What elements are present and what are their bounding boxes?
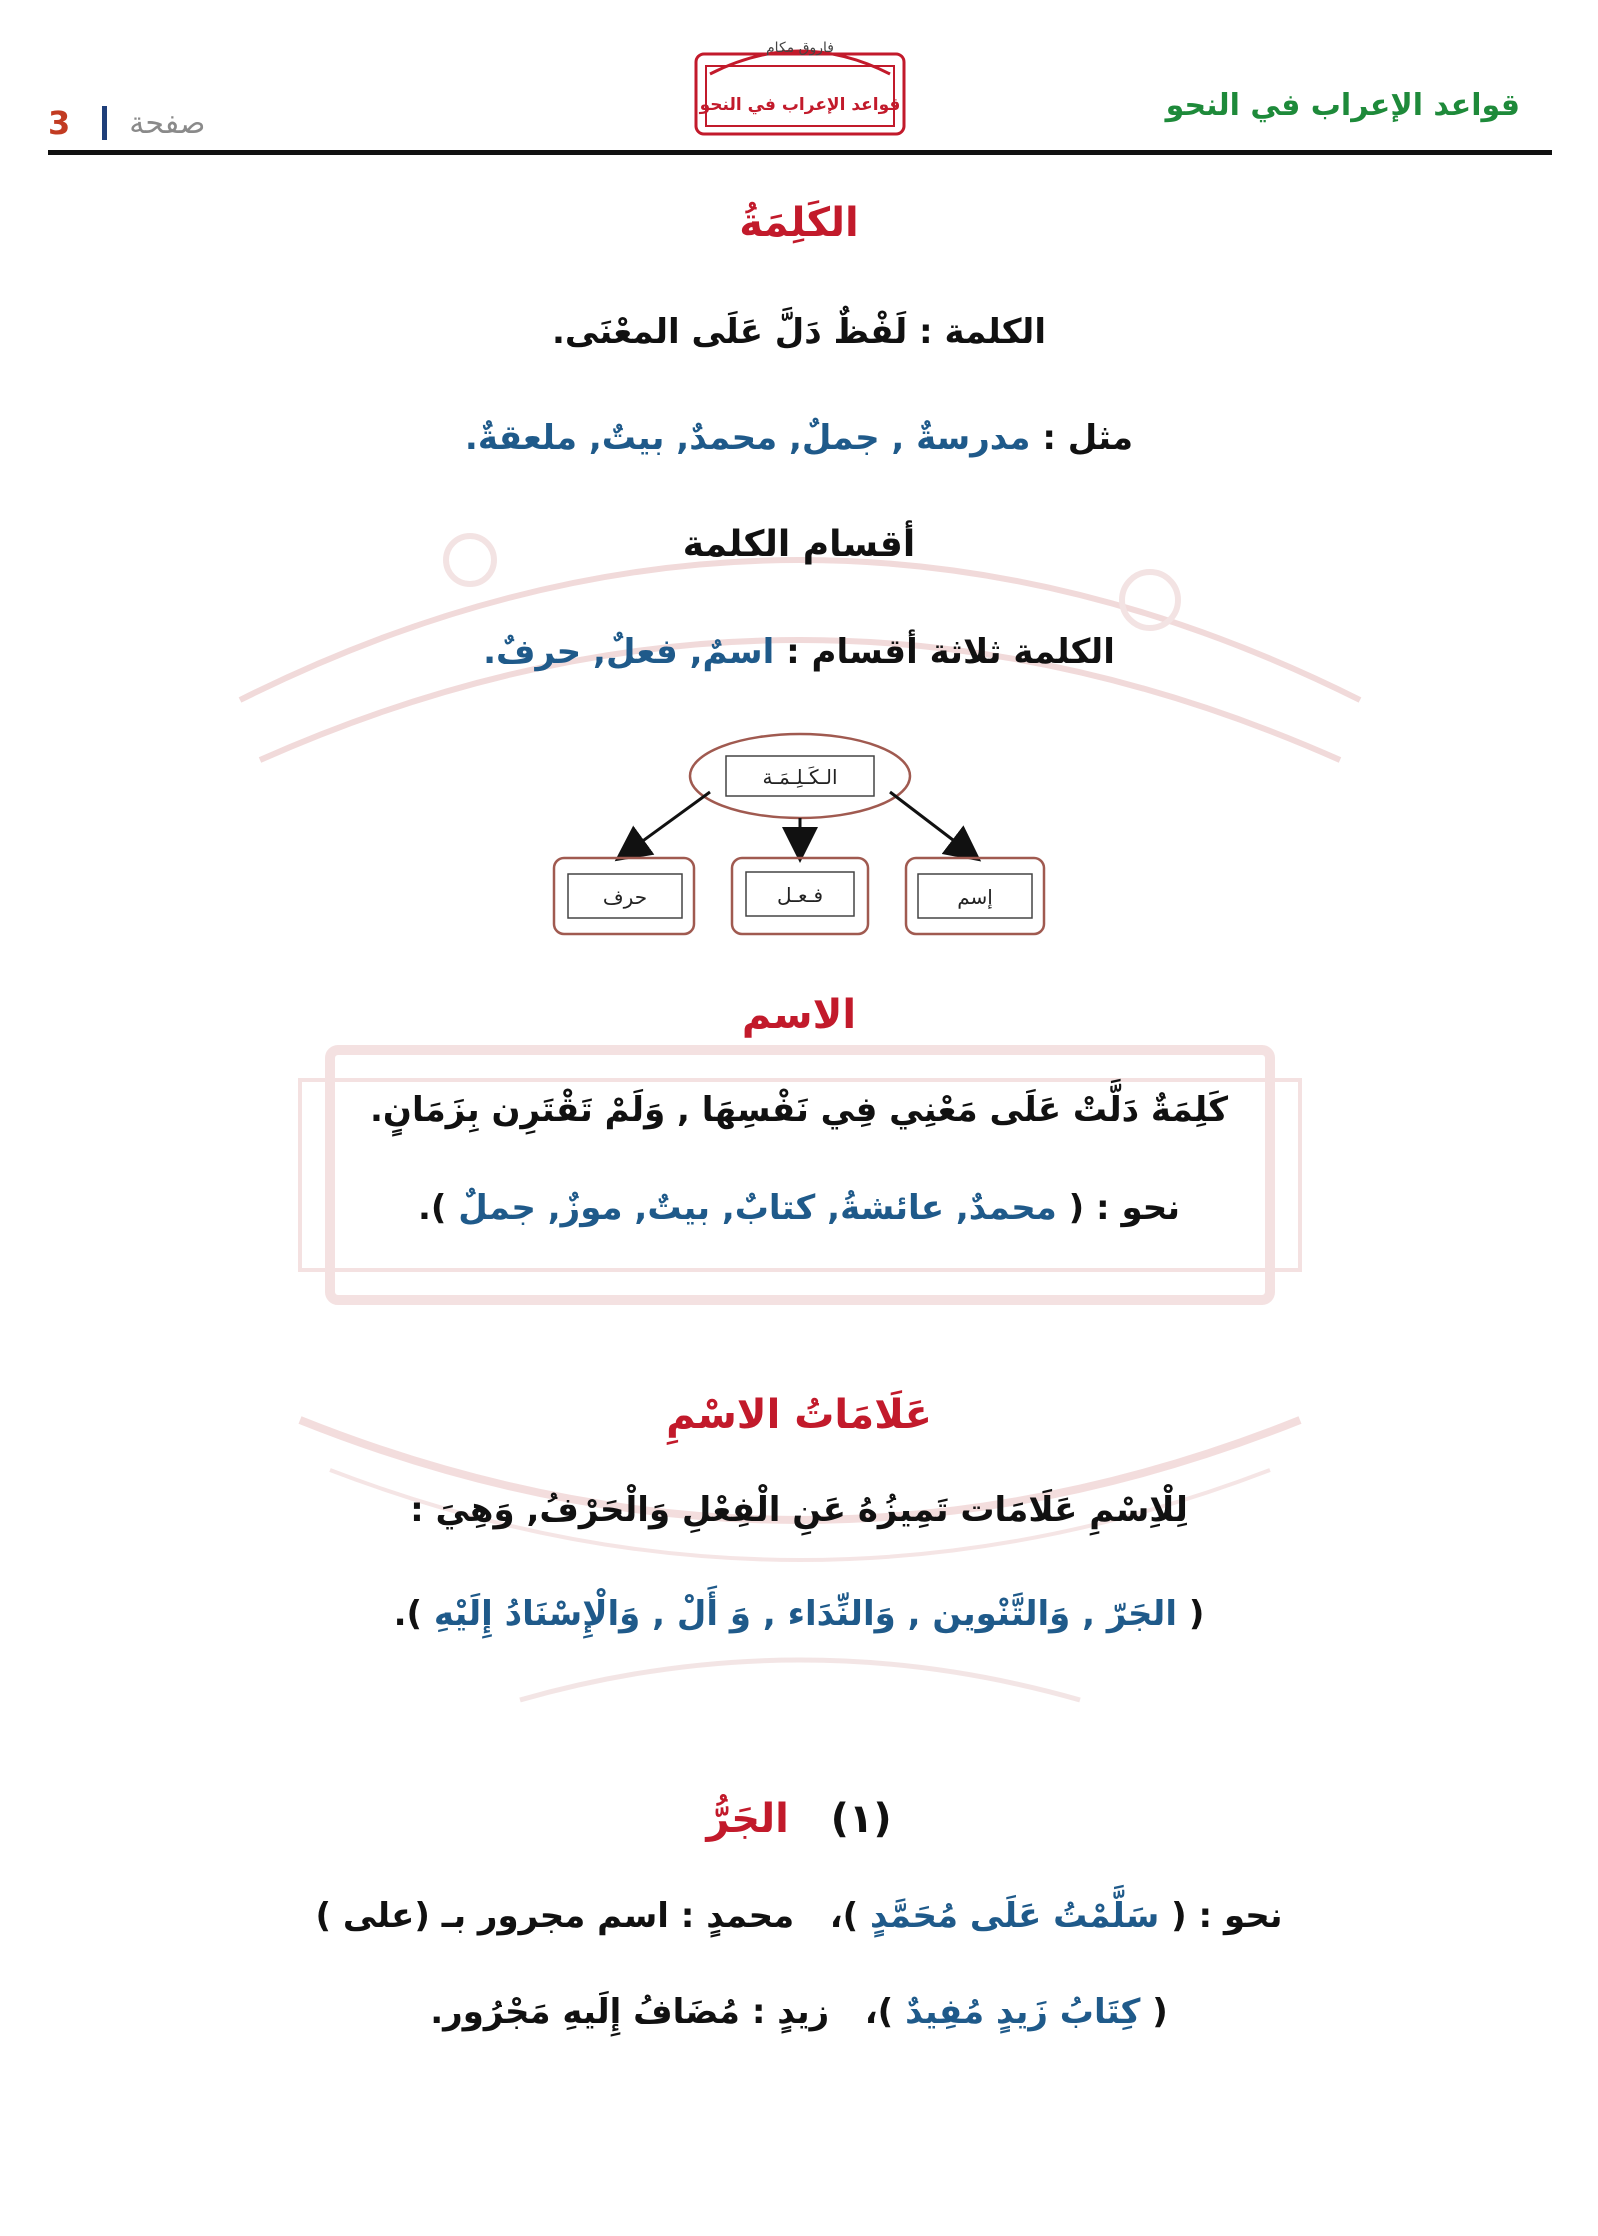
jarr-ex1-note: محمدٍ : اسم مجرور بـ (على ) (315, 1896, 795, 1936)
jarr-number: (١) (830, 1796, 892, 1842)
noun-example-label: نحو : (1096, 1188, 1181, 1228)
signs-list: الجَرّ , وَالتَّنْوين , وَالنِّدَاء , وَ أَلْ , وَالْإِسْنَادُ إِلَيْهِ (433, 1594, 1177, 1634)
noun-heading: الاسم (741, 992, 857, 1038)
signs-intro: لِلْاِسْمِ عَلَامَات تَمِيزُهُ عَنِ الْفِعْلِ وَالْحَرْفُ, وَهِيَ : (410, 1490, 1188, 1530)
diagram-child-noun: إسم (957, 885, 993, 909)
example-label: مثل : (1042, 418, 1134, 458)
page-indicator (48, 104, 205, 142)
jarr-heading-line (0, 1796, 1598, 1842)
signs-list-close: ). (393, 1594, 423, 1634)
logo-line2: قواعد الإعراب في النحو (699, 95, 901, 115)
diagram-child-particle: حرف (602, 885, 648, 909)
header-rule (48, 150, 1552, 155)
book-title: قواعد الإعراب في النحو (1165, 88, 1520, 123)
jarr-example-1 (0, 1896, 1598, 1936)
arrow-right (890, 792, 974, 856)
arrow-left (622, 792, 710, 856)
diagram-root-label: الـكَـلِـمَـة (762, 765, 838, 789)
noun-example-words: محمدٌ, عائشةُ, كتابٌ, بيتٌ, موزٌ, جملٌ (458, 1188, 1057, 1228)
noun-example-open: ( (1068, 1188, 1085, 1228)
divisions-list: اسمٌ, فعلٌ, حرفٌ. (483, 632, 775, 672)
diagram-child-verb: فـعـل (776, 883, 824, 907)
page-label: صفحة (129, 105, 206, 141)
word-heading: الكَلِمَةُ (739, 200, 859, 246)
signs-list-line (0, 1594, 1598, 1634)
signs-heading: عَلَامَاتُ الاسْمِ (666, 1392, 932, 1438)
example-words: مدرسةٌ , جملٌ, محمدٌ, بيتٌ, ملعقةٌ. (464, 418, 1031, 458)
logo-line1: فاروق مكام (766, 40, 834, 56)
jarr-ex2-note: زيدٍ : مُضَافُ إِلَيهِ مَجْرُور. (430, 1992, 830, 2032)
page-separator (102, 106, 107, 140)
jarr-ex1-open: ( (1171, 1896, 1187, 1936)
signs-list-open: ( (1188, 1594, 1205, 1634)
divisions-line (0, 632, 1598, 672)
word-divisions-diagram (540, 726, 1060, 956)
word-definition: الكلمة : لَفْظٌ دَلَّ عَلَى المعْنَى. (552, 312, 1046, 352)
divisions-heading: أقسام الكلمة (682, 524, 916, 565)
divisions-intro: الكلمة ثلاثة أقسام : (786, 632, 1115, 672)
jarr-ex1-label: نحو : (1198, 1896, 1283, 1936)
jarr-heading: الجَرُّ (706, 1796, 789, 1842)
jarr-ex2-open: ( (1152, 1992, 1168, 2032)
jarr-ex1-text: سَلَّمْتُ عَلَى مُحَمَّدٍ (870, 1896, 1160, 1936)
noun-definition: كَلِمَةٌ دَلَّتْ عَلَى مَعْنِي فِي نَفْسِهَا , وَلَمْ تَقْتَرِن بِزَمَانٍ. (370, 1090, 1228, 1130)
jarr-ex2-close: )، (864, 1992, 894, 2032)
word-examples (0, 418, 1598, 458)
jarr-example-2 (0, 1992, 1598, 2032)
page-number: 3 (48, 104, 71, 142)
noun-examples (0, 1188, 1598, 1228)
jarr-ex2-text: كِتَابُ زَيدٍ مُفِيدٌ (905, 1992, 1141, 2032)
header-logo (690, 18, 910, 148)
jarr-ex1-close: )، (829, 1896, 859, 1936)
noun-example-close: ). (417, 1188, 447, 1228)
